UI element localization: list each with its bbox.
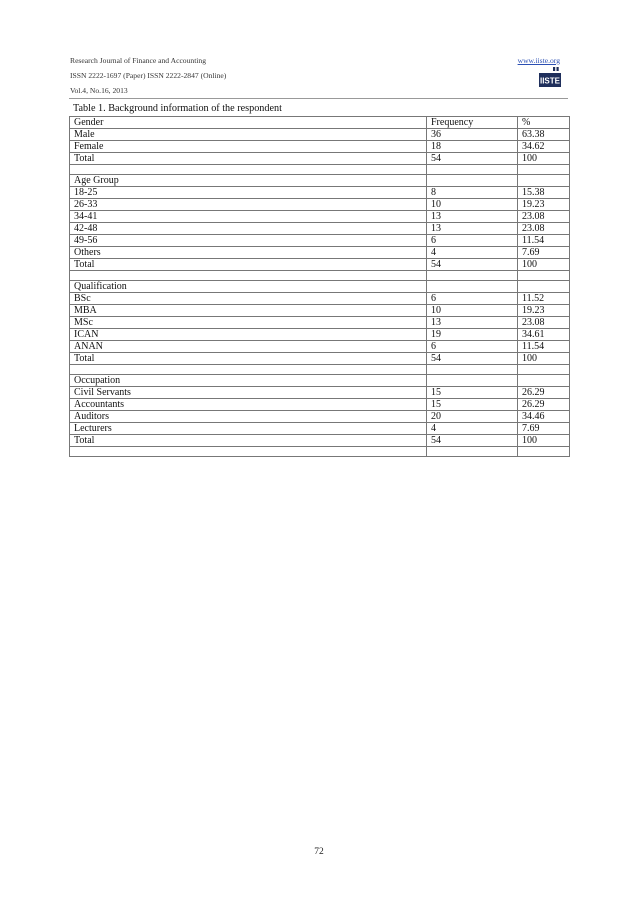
table-cell-empty: [70, 447, 427, 457]
section-header-cell: Qualification: [70, 281, 427, 293]
table-row: [70, 259, 570, 271]
table-cell: 13: [427, 317, 518, 329]
table-cell: 18: [427, 141, 518, 153]
table-cell: 49-56: [70, 235, 427, 247]
table-row: [70, 293, 570, 305]
table-cell: 13: [427, 223, 518, 235]
table-row: [70, 435, 570, 447]
section-header-cell: [427, 375, 518, 387]
table-cell: 4: [427, 423, 518, 435]
table-cell: Female: [70, 141, 427, 153]
table-cell: Total: [70, 259, 427, 271]
section-header-cell: [427, 281, 518, 293]
table-cell: Male: [70, 129, 427, 141]
table-cell: 19.23: [518, 199, 570, 211]
table-cell-empty: [427, 447, 518, 457]
journal-name: Research Journal of Finance and Accounting: [70, 56, 207, 65]
header-divider: [69, 98, 568, 99]
table-cell: 34.62: [518, 141, 570, 153]
section-header-row: [70, 117, 570, 129]
table-row: [70, 305, 570, 317]
table-cell: Total: [70, 353, 427, 365]
table-row: [70, 199, 570, 211]
logo-text: IISTE: [539, 76, 561, 86]
section-header-row: [70, 175, 570, 187]
table-cell: ICAN: [70, 329, 427, 341]
section-header-cell: [518, 281, 570, 293]
table-row: [70, 129, 570, 141]
table-cell-empty: [427, 165, 518, 175]
table-cell: 23.08: [518, 317, 570, 329]
table-cell: BSc: [70, 293, 427, 305]
table-cell: 20: [427, 411, 518, 423]
table-cell: MBA: [70, 305, 427, 317]
table-row: [70, 187, 570, 199]
section-header-cell: [518, 175, 570, 187]
table-row: [70, 223, 570, 235]
journal-website-link[interactable]: www.iiste.org: [517, 56, 560, 65]
table-cell: 100: [518, 353, 570, 365]
issn-line: ISSN 2222-1697 (Paper) ISSN 2222-2847 (Online): [70, 71, 227, 80]
table-cell: 19: [427, 329, 518, 341]
section-header-cell: [427, 175, 518, 187]
table-row: [70, 411, 570, 423]
table-cell-empty: [518, 271, 570, 281]
table-cell: 15: [427, 399, 518, 411]
table-cell: 8: [427, 187, 518, 199]
table-cell: 34.61: [518, 329, 570, 341]
table-cell: Total: [70, 435, 427, 447]
table-cell: 6: [427, 341, 518, 353]
table-cell: 6: [427, 293, 518, 305]
table-cell-empty: [70, 271, 427, 281]
table-cell: 15.38: [518, 187, 570, 199]
table-cell: Accountants: [70, 399, 427, 411]
table-cell: ANAN: [70, 341, 427, 353]
section-header-cell: Age Group: [70, 175, 427, 187]
table-cell: 100: [518, 435, 570, 447]
table-cell-empty: [70, 165, 427, 175]
section-header-cell: [518, 375, 570, 387]
table-row: [70, 387, 570, 399]
iiste-logo-icon: [539, 67, 561, 87]
table-cell: Others: [70, 247, 427, 259]
table-cell: Civil Servants: [70, 387, 427, 399]
table-spacer-row: [70, 165, 570, 175]
table-cell-empty: [518, 365, 570, 375]
table-row: [70, 247, 570, 259]
table-cell: 54: [427, 153, 518, 165]
table-spacer-row: [70, 447, 570, 457]
table-cell: 34.46: [518, 411, 570, 423]
section-header-cell: Occupation: [70, 375, 427, 387]
section-header-row: [70, 375, 570, 387]
table-cell: 23.08: [518, 211, 570, 223]
table-cell: 11.54: [518, 235, 570, 247]
table-row: [70, 141, 570, 153]
table-cell: 54: [427, 353, 518, 365]
table-cell: 63.38: [518, 129, 570, 141]
table-cell: 54: [427, 435, 518, 447]
table-cell-empty: [518, 165, 570, 175]
table-cell-empty: [518, 447, 570, 457]
table-cell: 26.29: [518, 387, 570, 399]
table-spacer-row: [70, 365, 570, 375]
table-row: [70, 317, 570, 329]
table-cell: Auditors: [70, 411, 427, 423]
section-header-row: [70, 281, 570, 293]
table-row: [70, 211, 570, 223]
table-cell: 42-48: [70, 223, 427, 235]
table-cell: 11.52: [518, 293, 570, 305]
table-cell: 10: [427, 305, 518, 317]
table-cell: 11.54: [518, 341, 570, 353]
table-row: [70, 399, 570, 411]
table-cell: 6: [427, 235, 518, 247]
table-row: [70, 341, 570, 353]
table-cell: Lecturers: [70, 423, 427, 435]
table-row: [70, 353, 570, 365]
page-number: 72: [314, 847, 324, 857]
table-cell: 4: [427, 247, 518, 259]
table-cell: 36: [427, 129, 518, 141]
table-cell: 13: [427, 211, 518, 223]
section-header-cell: %: [518, 117, 570, 129]
table-cell: 100: [518, 259, 570, 271]
table-cell: 26.29: [518, 399, 570, 411]
table-cell: 10: [427, 199, 518, 211]
table-cell: 18-25: [70, 187, 427, 199]
table-row: [70, 153, 570, 165]
table-row: [70, 235, 570, 247]
section-header-cell: Frequency: [427, 117, 518, 129]
table-cell-empty: [70, 365, 427, 375]
volume-line: Vol.4, No.16, 2013: [70, 86, 128, 95]
table-cell: 19.23: [518, 305, 570, 317]
table-cell: 34-41: [70, 211, 427, 223]
table-cell-empty: [427, 365, 518, 375]
table-cell: 26-33: [70, 199, 427, 211]
section-header-cell: Gender: [70, 117, 427, 129]
table-cell: 23.08: [518, 223, 570, 235]
table-cell: 7.69: [518, 247, 570, 259]
table-cell: 15: [427, 387, 518, 399]
table-cell-empty: [427, 271, 518, 281]
table-cell: 7.69: [518, 423, 570, 435]
table-cell: MSc: [70, 317, 427, 329]
table-row: [70, 329, 570, 341]
table-spacer-row: [70, 271, 570, 281]
respondent-table: [69, 116, 570, 457]
table-cell: 100: [518, 153, 570, 165]
table-title: Table 1. Background information of the respondent: [73, 103, 282, 114]
table-cell: 54: [427, 259, 518, 271]
table-cell: Total: [70, 153, 427, 165]
table-row: [70, 423, 570, 435]
